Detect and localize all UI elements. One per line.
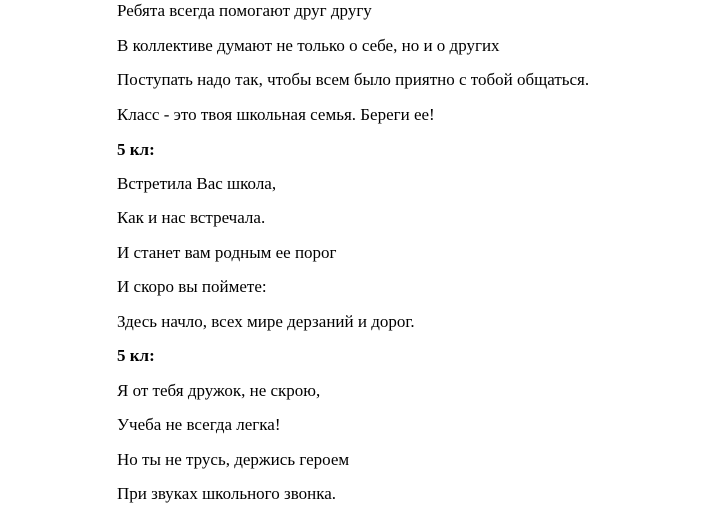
text-line: Я от тебя дружок, не скрою,: [117, 381, 321, 400]
speaker-label: 5 кл:: [117, 346, 155, 365]
text-line: При звуках школьного звонка.: [117, 484, 336, 503]
text-line: Класс - это твоя школьная семья. Береги ее!: [117, 105, 435, 124]
text-line: Здесь начло, всех мире дерзаний и дорог.: [117, 312, 415, 331]
text-line: Но ты не трусь, держись героем: [117, 450, 350, 469]
text-line: Учеба не всегда легка!: [117, 415, 281, 434]
text-line: Как и нас встречала.: [117, 208, 266, 227]
text-line: В коллективе думают не только о себе, но и о других: [117, 36, 500, 55]
text-line: И станет вам родным ее порог: [117, 243, 337, 262]
text-line: Ребята всегда помогают друг другу: [117, 1, 372, 20]
text-line: И скоро вы поймете:: [117, 277, 267, 296]
text-line: Поступать надо так, чтобы всем было приятно с тобой общаться.: [117, 70, 590, 89]
text-line: Встретила Вас школа,: [117, 174, 277, 193]
speaker-label: 5 кл:: [117, 140, 155, 159]
